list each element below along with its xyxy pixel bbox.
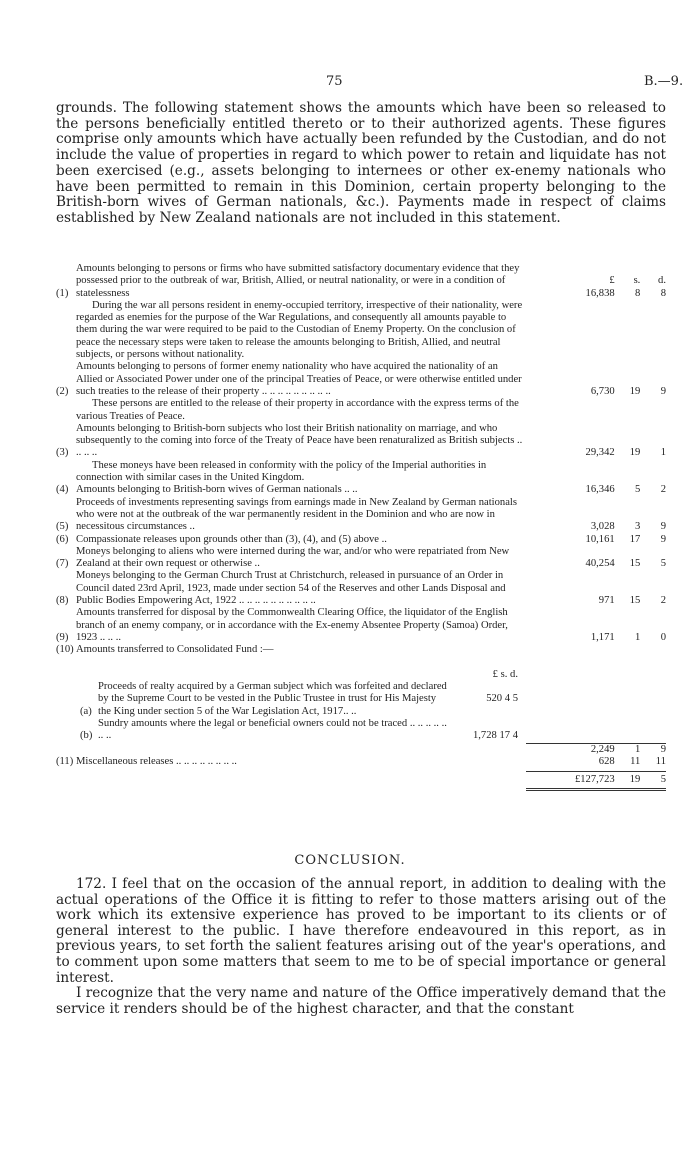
- statement-item-1: [56, 263, 666, 361]
- item-label: (10): [56, 644, 74, 656]
- statement-item-4: [56, 484, 666, 496]
- intro-paragraph: grounds. The following statement shows the amounts which have been so released to the persons beneficially entitled thereto or to their authorized agents. These figures comprise only amounts which have actually been refunded by the Custodian, and do not include the value of properties in regard to which power to retain and liquidate has not been exercised (e.g., assets belonging to internees or other ex-enemy nationals who have been permitted to remain in this Dominion, certain property belonging to the British-born wives of German nationals, &c.). Payments made in respect of claims established by New Zealand nationals are not included in this statement.: [56, 100, 666, 226]
- item-text: Amounts belonging to British-born wives of German nationals .. ..: [76, 484, 358, 496]
- item-text: Miscellaneous releases .. .. .. .. .. .. .. ..: [76, 755, 237, 767]
- item-label: (2): [56, 385, 69, 397]
- subitem-label: (a): [80, 705, 92, 717]
- item-amount: 6,730 19 9: [590, 385, 666, 397]
- item-amount: 628 11 11: [598, 755, 666, 767]
- subitem-label: (b): [80, 730, 93, 742]
- subitem-b: [56, 718, 666, 743]
- item-label: (6): [56, 533, 69, 545]
- item-amount: 16,346 5 2: [585, 484, 666, 496]
- statement-item-7: [56, 546, 666, 571]
- item-amount: 29,342 19 1: [585, 447, 666, 459]
- item-label: (3): [56, 447, 69, 459]
- subitem-text: Sundry amounts where the legal or beneficial owners could not be traced .. .. .. .. .. .. ..: [98, 717, 447, 742]
- item-text: Amounts transferred for disposal by the Commonwealth Clearing Office, the liquidator of the English branch of an enemy company, or in accordance with the Ex-enemy Absentee Property (Samoa) Order, 1923 .. .. ..: [76, 607, 508, 643]
- statement-item-list: [56, 263, 666, 644]
- releases-statement: [56, 263, 666, 791]
- statement-item-6: [56, 534, 666, 546]
- item-text: Amounts belonging to British-born subjects who lost their British nationality on marriage, and who subsequently to the coming into force of the Treaty of Peace have been renaturalized as British subjects .. .. .. ..: [76, 422, 523, 459]
- statement-item-9: [56, 607, 666, 644]
- item-text: Amounts belonging to persons or firms who have submitted satisfactory documentary evidence that they possessed prior to the outbreak of war, British, Allied, or neutral nationality, or were in a condition of statelessness: [76, 263, 520, 299]
- item-label: (8): [56, 595, 69, 607]
- item-note: These moneys have been released in conformity with the policy of the Imperial authorities in connection with similar cases in the United Kingdom.: [76, 459, 487, 484]
- item-amount: £ s. d. 16,838 8 8: [585, 275, 666, 299]
- conclusion-heading: CONCLUSION.: [294, 853, 406, 868]
- subitem-amount: 1,728 17 4: [472, 730, 518, 742]
- item-amount: 10,161 17 9: [585, 533, 666, 545]
- item-note: During the war all persons resident in enemy-occupied territory, irrespective of their nationality, were regarded as enemies for the purpose of the War Regulations, and consequently all amounts payable to them during the war were required to be paid to the Custodian of Enemy Property. On the conclusion of peace the necessary steps were taken to release the amounts belonging to British, Allied, and neutral subjects, or persons without nationality.: [76, 299, 523, 361]
- subitem-amount: £ s. d. 520 4 5: [486, 668, 518, 705]
- item-text: Proceeds of investments representing savings from earnings made in New Zealand by German nationals who were not at the outbreak of the war permanently resident in the Dominion and who are now in necessitous circumstances ..: [76, 496, 517, 533]
- item-label: (5): [56, 521, 69, 533]
- item-text: Amounts transferred to Consolidated Fund :—: [76, 644, 274, 656]
- statement-item-2: [56, 361, 666, 422]
- item-text: Moneys belonging to the German Church Trust at Christchurch, released in pursuance of an Order in Council dated 23rd April, 1923, made under section 54 of the Reserves and other Lands Disposal and Public Bodies Empowering Act, 1922 .. .. .. .. .. .. .. .. .. ..: [76, 570, 506, 607]
- currency-header: £ s. d.: [609, 275, 666, 287]
- item-amount: 2,249 1 9: [526, 743, 666, 756]
- statement-item-10: [56, 644, 666, 756]
- item-label: (11): [56, 755, 74, 767]
- statement-item-5: [56, 497, 666, 534]
- item-label: (4): [56, 484, 69, 496]
- item-text: Compassionate releases upon grounds other than (3), (4), and (5) above ..: [76, 533, 387, 545]
- conclusion-body: [56, 877, 666, 1017]
- subitem-a: [56, 657, 666, 718]
- statement-item-11: [56, 756, 666, 768]
- item-text: Moneys belonging to aliens who were interned during the war, and/or who were repatriated from New Zealand at their own request or otherwise ..: [76, 545, 510, 570]
- item-amount: 40,254 15 5: [585, 558, 666, 570]
- document-reference: B.—9.: [644, 74, 684, 89]
- statement-total: [56, 771, 666, 791]
- conclusion-paragraph: 172. I feel that on the occasion of the annual report, in addition to dealing with the actual operations of the Office it is fitting to refer to those matters arising out of the work which its extensive experience has proved to be important to its clients or of general interest to the public. I have therefore endeavoured in this report, as in previous years, to set forth the salient features arising out of the year's operations, and to comment upon some matters that seem to me to be of special importance or general interest.: [56, 876, 666, 986]
- item-amount: 1,171 1 0: [590, 631, 666, 643]
- item-amount: 3,028 3 9: [590, 521, 666, 533]
- total-amount: £127,723 19 5: [526, 771, 666, 791]
- subitem-text: Proceeds of realty acquired by a German subject which was forfeited and declared by the Supreme Court to be vested in the Public Trustee in trust for His Majesty the King under section 5 of the War Legislation Act, 1917.. ..: [98, 681, 447, 717]
- item-amount: 971 15 2: [598, 595, 666, 607]
- statement-item-3: [56, 423, 666, 484]
- conclusion-paragraph: I recognize that the very name and nature of the Office imperatively demand that the service it renders should be of the highest character, and that the constant: [56, 985, 666, 1017]
- page-number: 75: [326, 74, 343, 89]
- item-label: (7): [56, 558, 69, 570]
- item-label: (1): [56, 287, 69, 299]
- item-text: Amounts belonging to persons of former enemy nationality who have acquired the nationality of an Allied or Associated Power under one of the principal Treaties of Peace, or were otherwise entitled under such treaties to the release of their property .. .. .. .. .. .. .. .. ..: [76, 361, 522, 397]
- item-label: (9): [56, 631, 69, 643]
- statement-item-8: [56, 570, 666, 607]
- item-note: These persons are entitled to the release of their property in accordance with the express terms of the various Treaties of Peace.: [76, 398, 519, 422]
